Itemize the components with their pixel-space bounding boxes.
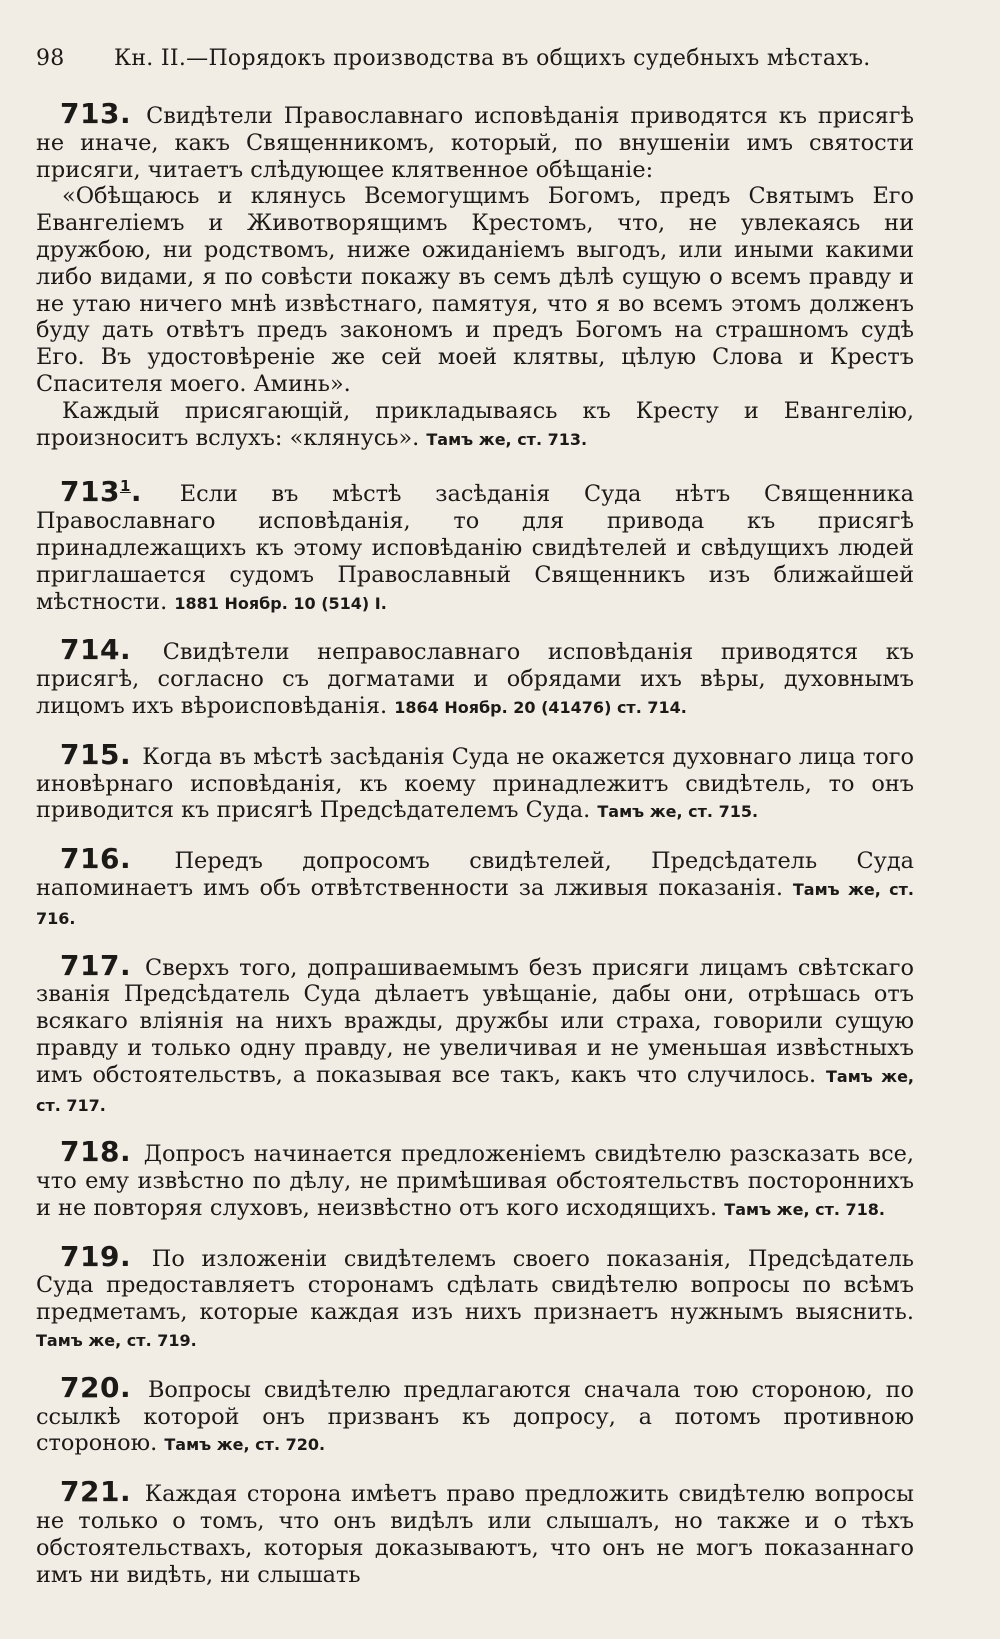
article-source: Тамъ же, ст. 718. xyxy=(724,1199,885,1219)
article-number: 716. xyxy=(60,842,132,876)
article-source: Тамъ же, ст. 716. xyxy=(36,879,914,928)
article-721 xyxy=(36,1475,914,1588)
page-number: 98 xyxy=(36,46,65,71)
page-body xyxy=(36,97,915,1588)
article-source: Тамъ же, ст. 715. xyxy=(597,802,759,822)
article-number: 719. xyxy=(60,1239,132,1273)
article-717 xyxy=(36,948,914,1120)
article-number: 713. xyxy=(60,97,132,130)
article-number: 718. xyxy=(60,1135,132,1169)
article-text: По изложеніи свидѣтелемъ своего показанія, Предсѣдатель Суда предоставляетъ сторонамъ сдѣлать свидѣтелю вопросы по всѣмъ предметамъ, которые каждая изъ нихъ признаетъ нужнымъ выяснить. xyxy=(36,1245,914,1326)
article-714 xyxy=(36,633,915,721)
article-text: Если въ мѣстѣ засѣданія Суда нѣтъ Священника Православнаго исповѣданія, то для привода къ присягѣ принадлежащихъ къ этому исповѣданію свидѣтелей и свѣдущихъ людей приглашается судомъ Православный Священникъ изъ ближайшей мѣстности. xyxy=(36,481,914,615)
article-text: Свидѣтели неправославнаго исповѣданія приводятся къ присягѣ, согласно съ догматами и обрядами ихъ вѣры, духовнымъ лицомъ ихъ вѣроисповѣданія. xyxy=(36,639,915,719)
article-text: Передъ допросомъ свидѣтелей, Предсѣдатель Суда напоминаетъ имъ объ отвѣтственности за лживыя показанія. xyxy=(36,848,914,901)
article-720 xyxy=(36,1370,914,1459)
article-number: 721. xyxy=(60,1475,132,1509)
article-number-superscript: 1 xyxy=(119,477,131,496)
article-text: Когда въ мѣстѣ засѣданія Суда не окажется духовнаго лица того иновѣрнаго исповѣданія, къ коему принадлежитъ свидѣтель, то онъ приводится къ присягѣ Предсѣдателемъ Суда. xyxy=(36,743,914,824)
article-number: $713^1$. xyxy=(60,475,143,509)
article-715 xyxy=(36,737,914,826)
oath-text: «Обѣщаюсь и клянусь Всемогущимъ Богомъ, предъ Святымъ Его Евангеліемъ и Животворящимъ Крестомъ, что, не увлекаясь ни дружбою, ни родствомъ, ниже ожиданіемъ выгодъ, или иными какими либо видами, я по совѣсти покажу въ семъ дѣлѣ сущую о всемъ правду и не утаю ничего мнѣ извѣстнаго, памятуя, что я во всемъ этомъ долженъ буду дать отвѣтъ предъ закономъ и предъ Богомъ на страшномъ судѣ Его. Въ удостовѣреніе же сей моей клятвы, цѣлую Слова и Крестъ Спасителя моего. Аминь». xyxy=(36,183,914,397)
article-713 xyxy=(36,97,914,453)
article-text: Каждая сторона имѣетъ право предложить свидѣтелю вопросы не только о томъ, что онъ видѣлъ или слышалъ, но также и о тѣхъ обстоятельствахъ, которыя доказываютъ, что онъ не могъ показаннаго имъ ни видѣть, ни слышать xyxy=(36,1481,914,1588)
article-source: Тамъ же, ст. 713. xyxy=(426,429,588,449)
article-number: 714. xyxy=(60,633,132,667)
article-716 xyxy=(36,842,914,932)
article-text: Сверхъ того, допрашиваемымъ безъ присяги лицамъ свѣтскаго званія Предсѣдатель Суда дѣлаетъ увѣщаніе, дабы они, отрѣшась отъ всякаго вліянія на нихъ вражды, дружбы или страха, говорили сущую правду и только одну правду, не увеличивая и не уменьшая извѣстныхъ имъ обстоятельствъ, а показывая все такъ, какъ что случилось. xyxy=(36,954,914,1088)
article-text: Допросъ начинается предложеніемъ свидѣтелю разсказать все, что ему извѣстно по дѣлу, не примѣшивая обстоятельствъ постороннихъ и не повторяя слуховъ, неизвѣстно отъ кого исходящихъ. xyxy=(36,1141,915,1221)
article-source: 1864 Ноябр. 20 (41476) ст. 714. xyxy=(394,697,687,717)
article-number: 715. xyxy=(60,737,132,771)
article-number: 717. xyxy=(60,948,132,982)
running-title: Кн. II.—Порядокъ производства въ общихъ судебныхъ мѣстахъ. xyxy=(114,46,871,71)
article-719 xyxy=(36,1239,914,1355)
article-source: Тамъ же, ст. 719. xyxy=(36,1331,197,1351)
article-text: Свидѣтели Православнаго исповѣданія приводятся къ присягѣ не иначе, какъ Священникомъ, который, по внушеніи имъ святости присяги, читаетъ слѣдующее клятвенное обѣщаніе: xyxy=(36,103,914,183)
article-source: 1881 Ноябр. 10 (514) I. xyxy=(174,593,387,613)
article-source: Тамъ же, ст. 717. xyxy=(36,1066,914,1115)
article-718 xyxy=(36,1135,915,1223)
article-closing: Каждый присягающій, прикладываясь къ Кресту и Евангелію, произноситъ вслухъ: «клянусь». xyxy=(36,397,914,451)
article-number: 720. xyxy=(60,1370,132,1404)
article-713-1 xyxy=(36,473,914,617)
running-header xyxy=(36,46,914,71)
article-source: Тамъ же, ст. 720. xyxy=(164,1435,326,1455)
article-text: Вопросы свидѣтелю предлагаются сначала тою стороною, по ссылкѣ которой онъ призванъ къ допросу, а потомъ противною стороною. xyxy=(36,1376,914,1457)
